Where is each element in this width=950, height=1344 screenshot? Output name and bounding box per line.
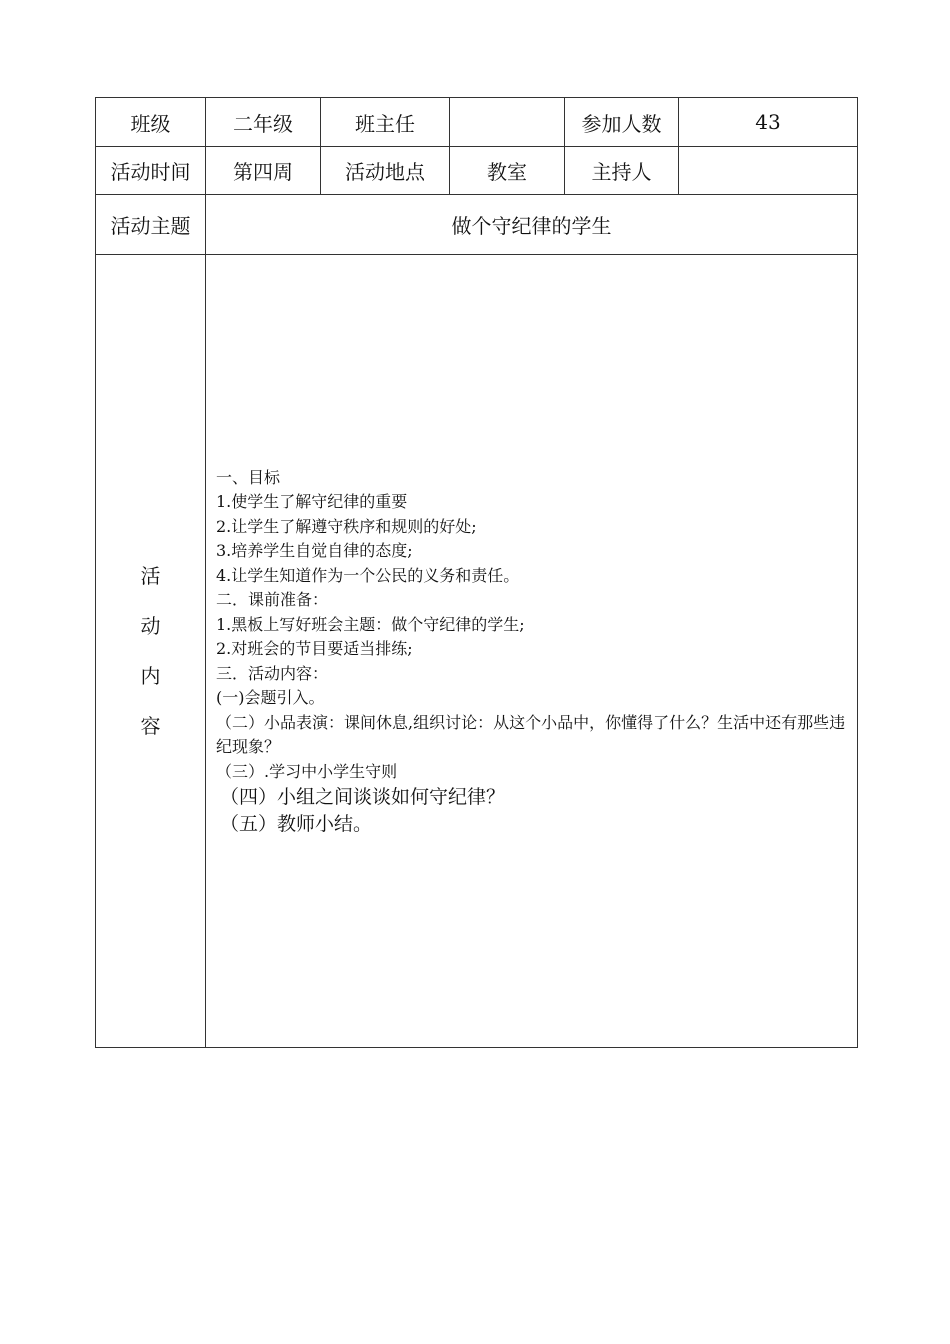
time-label: 活动时间: [96, 147, 206, 195]
content-line: （三）.学习中小学生守则: [216, 761, 398, 781]
content-line: 1.黑板上写好班会主题：做个守纪律的学生;: [216, 614, 525, 634]
content-line: 4.让学生知道作为一个公民的义务和责任。: [216, 565, 520, 585]
time-value: 第四周: [206, 147, 321, 195]
theme-label: 活动主题: [96, 195, 206, 255]
content-label-char: 内: [140, 664, 161, 688]
teacher-label: 班主任: [321, 98, 450, 147]
content-label-cell: [96, 255, 206, 1048]
form-row-theme: [96, 195, 858, 255]
form-row-activity-info: [96, 147, 858, 195]
content-line: 2.对班会的节目要适当排练;: [216, 639, 413, 659]
class-meeting-form: [95, 97, 858, 1048]
content-line: （五）教师小结。: [220, 813, 373, 836]
content-line: 二．课前准备：: [216, 590, 329, 610]
teacher-value: [450, 98, 565, 147]
form-row-content: [96, 255, 858, 1048]
content-line: 一、目标: [216, 467, 281, 487]
content-label-char: 活: [140, 564, 161, 588]
content-line: 3.培养学生自觉自律的态度;: [216, 541, 413, 561]
content-label-char: 动: [140, 614, 161, 638]
content-line: 三．活动内容：: [216, 663, 329, 683]
class-value: 二年级: [206, 98, 321, 147]
form-row-class-info: [96, 98, 858, 147]
content-body: [206, 464, 857, 839]
host-label: 主持人: [565, 147, 679, 195]
content-line: （二）小品表演：课间休息,组织讨论：从这个小品中，你懂得了什么？生活中还有那些违纪现象？: [216, 712, 846, 757]
class-label: 班级: [96, 98, 206, 147]
content-line: (一)会题引入。: [216, 688, 325, 708]
location-label: 活动地点: [321, 147, 450, 195]
content-cell: [206, 255, 858, 1048]
location-value: 教室: [450, 147, 565, 195]
participants-value: 43: [679, 98, 858, 147]
content-line: 2.让学生了解遵守秩序和规则的好处;: [216, 516, 477, 536]
content-line: 1.使学生了解守纪律的重要: [216, 492, 408, 512]
host-value: [679, 147, 858, 195]
participants-label: 参加人数: [565, 98, 679, 147]
content-label-char: 容: [140, 714, 161, 738]
content-label: [96, 255, 205, 1047]
theme-value: 做个守纪律的学生: [206, 195, 858, 255]
content-line: （四）小组之间谈谈如何守纪律？: [220, 786, 506, 809]
